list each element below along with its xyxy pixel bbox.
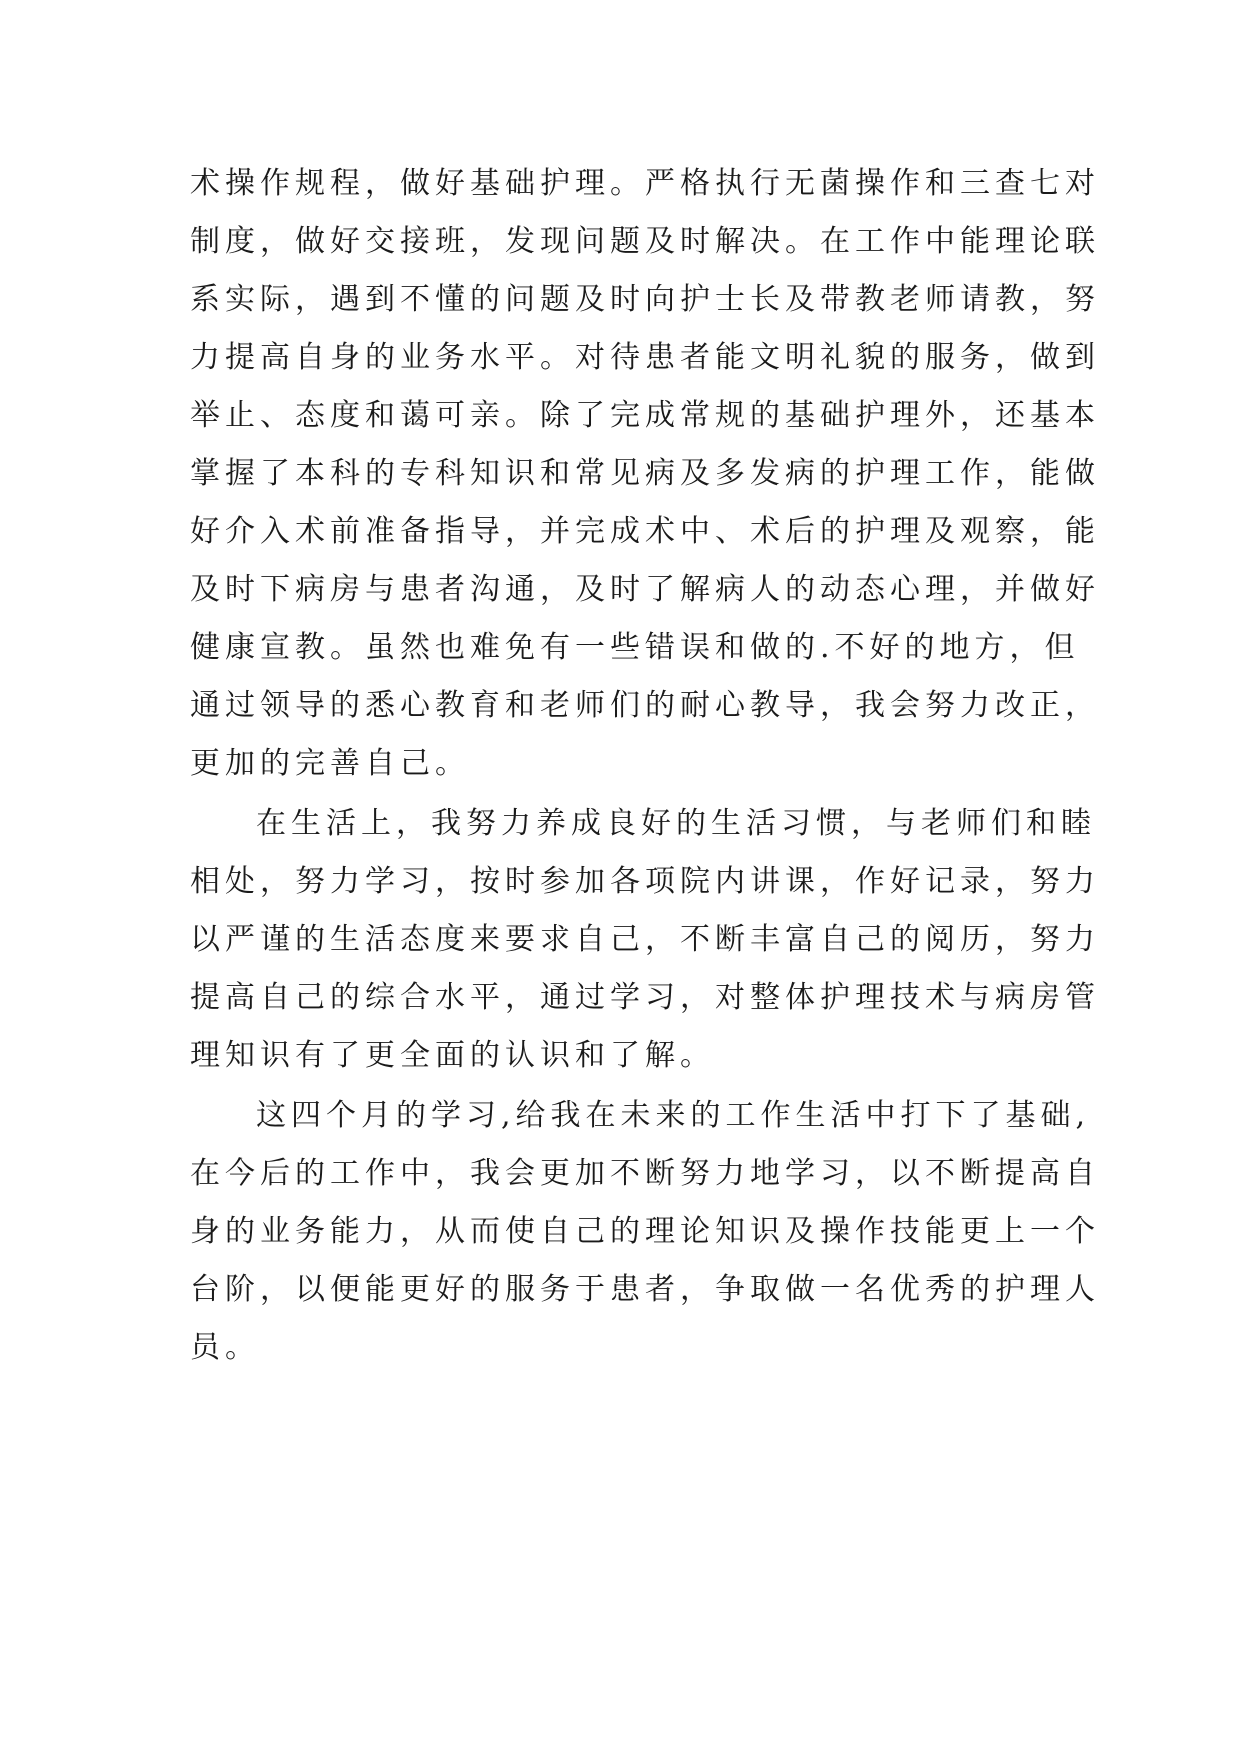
paragraph-1-line-4: 力提高自身的业务水平。对待患者能文明礼貌的服务，做到 [190, 340, 1100, 375]
paragraph-3-line-5: 员。 [190, 1330, 260, 1365]
paragraph-1-line-3: 系实际，遇到不懂的问题及时向护士长及带教老师请教，努 [190, 282, 1100, 317]
paragraph-3-line-2: 在今后的工作中，我会更加不断努力地学习，以不断提高自 [190, 1156, 1100, 1191]
paragraph-1-line-1: 术操作规程，做好基础护理。严格执行无菌操作和三查七对 [190, 166, 1100, 201]
paragraph-1-line-11: 更加的完善自己。 [190, 746, 470, 781]
paragraph-1-line-7: 好介入术前准备指导，并完成术中、术后的护理及观察，能 [190, 514, 1100, 549]
paragraph-2-line-1: 在生活上，我努力养成良好的生活习惯，与老师们和睦 [256, 806, 1096, 841]
paragraph-3-line-4: 台阶，以便能更好的服务于患者，争取做一名优秀的护理人 [190, 1272, 1100, 1307]
paragraph-3-line-3: 身的业务能力，从而使自己的理论知识及操作技能更上一个 [190, 1214, 1100, 1249]
paragraph-1-line-6: 掌握了本科的专科知识和常见病及多发病的护理工作，能做 [190, 456, 1100, 491]
paragraph-1-line-5: 举止、态度和蔼可亲。除了完成常规的基础护理外，还基本 [190, 398, 1100, 433]
paragraph-3-line-1: 这四个月的学习,给我在未来的工作生活中打下了基础, [256, 1098, 1091, 1133]
paragraph-1-line-2: 制度，做好交接班，发现问题及时解决。在工作中能理论联 [190, 224, 1100, 259]
paragraph-1-line-10: 通过领导的悉心教育和老师们的耐心教导，我会努力改正， [190, 688, 1100, 723]
paragraph-1-line-9: 健康宣教。虽然也难免有一些错误和做的.不好的地方，但 [190, 630, 1080, 665]
paragraph-2-line-3: 以严谨的生活态度来要求自己，不断丰富自己的阅历，努力 [190, 922, 1100, 957]
paragraph-2-line-2: 相处，努力学习，按时参加各项院内讲课，作好记录，努力 [190, 864, 1100, 899]
paragraph-2-line-4: 提高自己的综合水平，通过学习，对整体护理技术与病房管 [190, 980, 1100, 1015]
paragraph-2-line-5: 理知识有了更全面的认识和了解。 [190, 1038, 715, 1073]
paragraph-1-line-8: 及时下病房与患者沟通，及时了解病人的动态心理，并做好 [190, 572, 1100, 607]
